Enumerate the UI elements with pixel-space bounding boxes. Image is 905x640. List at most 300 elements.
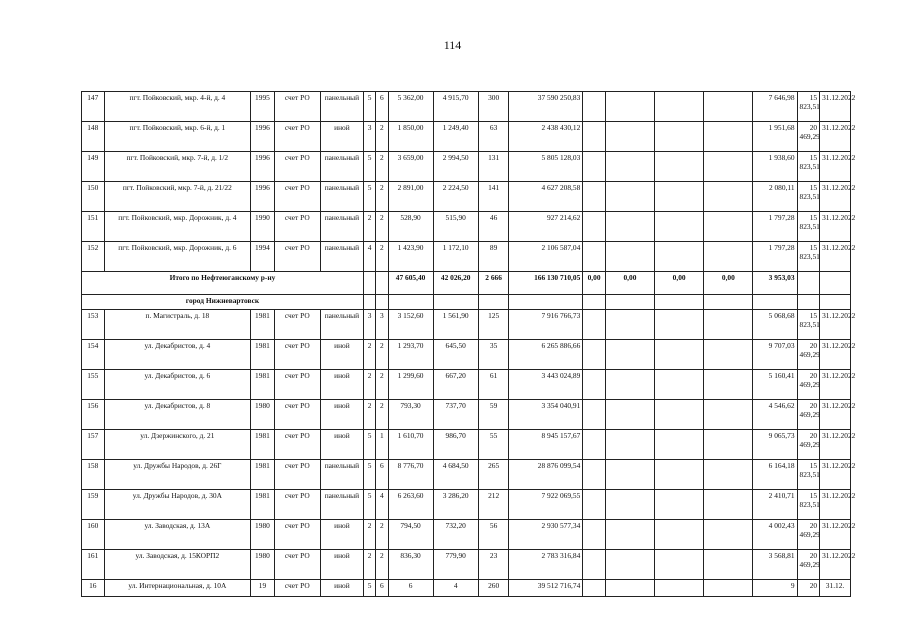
address-cell: пгт. Пойковский, мкр. 7-й, д. 21/22 bbox=[104, 182, 251, 212]
total-cost-cell: 4 627 208,58 bbox=[509, 182, 583, 212]
table-row bbox=[82, 310, 851, 340]
row-number-cell: 153 bbox=[82, 310, 105, 340]
funding-cell: 0,00 bbox=[583, 272, 606, 295]
wall-material-cell: панельный bbox=[320, 92, 363, 122]
funding-cell bbox=[655, 122, 704, 152]
entrances-cell: 2 bbox=[376, 370, 388, 400]
build-year-cell: 1981 bbox=[251, 430, 275, 460]
row-number-cell: 158 bbox=[82, 460, 105, 490]
total-area-cell: 836,30 bbox=[388, 550, 433, 580]
table-row bbox=[82, 92, 851, 122]
funding-cell bbox=[605, 490, 654, 520]
build-year-cell: 1996 bbox=[251, 122, 275, 152]
row-number-cell: 156 bbox=[82, 400, 105, 430]
deadline-cell: 31.12.2022 bbox=[820, 370, 851, 400]
total-cost-cell: 166 130 710,05 bbox=[509, 272, 583, 295]
funding-cell bbox=[655, 550, 704, 580]
address-cell: пгт. Пойковский, мкр. 6-й, д. 1 bbox=[104, 122, 251, 152]
deadline-cell: 31.12.2022 bbox=[820, 520, 851, 550]
total-cost-cell: 2 783 316,84 bbox=[509, 550, 583, 580]
total-cost-cell: 5 805 128,03 bbox=[509, 152, 583, 182]
wall-material-cell: панельный bbox=[320, 152, 363, 182]
floors-cell: 5 bbox=[363, 92, 375, 122]
row-number-cell: 147 bbox=[82, 92, 105, 122]
entrances-cell: 2 bbox=[376, 242, 388, 272]
funding-cell bbox=[605, 92, 654, 122]
funding-cell bbox=[605, 550, 654, 580]
fund-method-cell: счет РО bbox=[274, 520, 320, 550]
funding-cell bbox=[583, 490, 606, 520]
wall-material-cell: панельный bbox=[320, 460, 363, 490]
funding-cell bbox=[583, 340, 606, 370]
funding-cell bbox=[704, 92, 753, 122]
floors-cell: 3 bbox=[363, 310, 375, 340]
residential-area-cell: 645,50 bbox=[433, 340, 478, 370]
funding-cell bbox=[704, 520, 753, 550]
funding-cell bbox=[605, 460, 654, 490]
table-row bbox=[82, 152, 851, 182]
address-cell: ул. Дружбы Народов, д. 26Г bbox=[104, 460, 251, 490]
address-cell: п. Магистраль, д. 18 bbox=[104, 310, 251, 340]
address-cell: ул. Декабристов, д. 6 bbox=[104, 370, 251, 400]
fund-method-cell: счет РО bbox=[274, 92, 320, 122]
table-row bbox=[82, 430, 851, 460]
cost-per-m2-cell: 1 797,28 bbox=[753, 242, 797, 272]
fund-method-cell: счет РО bbox=[274, 310, 320, 340]
funding-cell bbox=[583, 242, 606, 272]
row-number-cell: 151 bbox=[82, 212, 105, 242]
entrances-cell: 4 bbox=[376, 490, 388, 520]
funding-cell bbox=[605, 182, 654, 212]
max-cost-cell: 15 823,51 bbox=[797, 182, 820, 212]
empty-cell bbox=[753, 295, 797, 310]
cost-per-m2-cell: 3 568,81 bbox=[753, 550, 797, 580]
wall-material-cell: панельный bbox=[320, 490, 363, 520]
deadline-cell: 31.12. bbox=[820, 580, 851, 597]
total-area-cell: 6 263,60 bbox=[388, 490, 433, 520]
max-cost-cell: 20 469,29 bbox=[797, 430, 820, 460]
residents-cell: 89 bbox=[478, 242, 509, 272]
total-area-cell: 1 293,70 bbox=[388, 340, 433, 370]
funding-cell bbox=[605, 212, 654, 242]
total-cost-cell: 7 922 069,55 bbox=[509, 490, 583, 520]
page-number: 114 bbox=[443, 38, 462, 52]
cost-per-m2-cell: 7 646,98 bbox=[753, 92, 797, 122]
max-cost-cell: 15 823,51 bbox=[797, 212, 820, 242]
row-number-cell: 16 bbox=[82, 580, 105, 597]
deadline-cell: 31.12.2022 bbox=[820, 212, 851, 242]
floors-cell: 2 bbox=[363, 212, 375, 242]
residents-cell: 46 bbox=[478, 212, 509, 242]
total-cost-cell: 28 876 099,54 bbox=[509, 460, 583, 490]
funding-cell bbox=[704, 122, 753, 152]
cost-per-m2-cell: 6 164,18 bbox=[753, 460, 797, 490]
total-cost-cell: 2 438 430,12 bbox=[509, 122, 583, 152]
funding-cell bbox=[704, 152, 753, 182]
cost-per-m2-cell: 1 951,68 bbox=[753, 122, 797, 152]
cost-per-m2-cell: 1 938,60 bbox=[753, 152, 797, 182]
floors-cell: 5 bbox=[363, 490, 375, 520]
build-year-cell: 1980 bbox=[251, 550, 275, 580]
empty-cell bbox=[509, 295, 583, 310]
table-row bbox=[82, 242, 851, 272]
entrances-cell: 2 bbox=[376, 550, 388, 580]
total-area-cell: 793,30 bbox=[388, 400, 433, 430]
table-row bbox=[82, 122, 851, 152]
address-cell: пгт. Пойковский, мкр. Дорожник, д. 6 bbox=[104, 242, 251, 272]
residents-cell: 212 bbox=[478, 490, 509, 520]
empty-cell bbox=[376, 295, 388, 310]
entrances-cell: 2 bbox=[376, 152, 388, 182]
table-row bbox=[82, 520, 851, 550]
row-number-cell: 149 bbox=[82, 152, 105, 182]
total-cost-cell: 2 106 587,04 bbox=[509, 242, 583, 272]
residents-cell: 23 bbox=[478, 550, 509, 580]
funding-cell bbox=[605, 400, 654, 430]
funding-cell bbox=[655, 370, 704, 400]
funding-cell bbox=[583, 370, 606, 400]
address-cell: пгт. Пойковский, мкр. 4-й, д. 4 bbox=[104, 92, 251, 122]
table-row bbox=[82, 340, 851, 370]
build-year-cell: 1981 bbox=[251, 370, 275, 400]
entrances-cell: 2 bbox=[376, 400, 388, 430]
funding-cell bbox=[655, 340, 704, 370]
fund-method-cell: счет РО bbox=[274, 242, 320, 272]
residents-cell: 131 bbox=[478, 152, 509, 182]
entrances-cell: 2 bbox=[376, 340, 388, 370]
residents-cell: 125 bbox=[478, 310, 509, 340]
residential-area-cell: 667,20 bbox=[433, 370, 478, 400]
row-number-cell: 160 bbox=[82, 520, 105, 550]
residential-area-cell: 3 286,20 bbox=[433, 490, 478, 520]
funding-cell bbox=[655, 310, 704, 340]
empty-cell bbox=[605, 295, 654, 310]
total-cost-cell: 927 214,62 bbox=[509, 212, 583, 242]
empty-cell bbox=[363, 272, 375, 295]
cost-per-m2-cell: 9 707,03 bbox=[753, 340, 797, 370]
address-cell: ул. Заводская, д. 15КОРП2 bbox=[104, 550, 251, 580]
max-cost-cell: 20 469,29 bbox=[797, 520, 820, 550]
funding-cell bbox=[655, 430, 704, 460]
cost-per-m2-cell: 9 bbox=[753, 580, 797, 597]
funding-cell bbox=[605, 340, 654, 370]
residential-area-cell: 42 026,20 bbox=[433, 272, 478, 295]
residents-cell: 59 bbox=[478, 400, 509, 430]
total-cost-cell: 6 265 886,66 bbox=[509, 340, 583, 370]
total-area-cell: 1 610,70 bbox=[388, 430, 433, 460]
funding-cell bbox=[583, 400, 606, 430]
funding-cell bbox=[655, 92, 704, 122]
deadline-cell: 31.12.2022 bbox=[820, 490, 851, 520]
build-year-cell: 19 bbox=[251, 580, 275, 597]
funding-cell bbox=[704, 310, 753, 340]
row-number-cell: 152 bbox=[82, 242, 105, 272]
empty-cell bbox=[363, 295, 375, 310]
fund-method-cell: счет РО bbox=[274, 182, 320, 212]
total-area-cell: 5 362,00 bbox=[388, 92, 433, 122]
residents-cell: 63 bbox=[478, 122, 509, 152]
total-area-cell: 2 891,00 bbox=[388, 182, 433, 212]
table-body bbox=[82, 92, 856, 597]
total-area-cell: 794,50 bbox=[388, 520, 433, 550]
floors-cell: 2 bbox=[363, 340, 375, 370]
funding-cell bbox=[655, 580, 704, 597]
empty-cell bbox=[433, 295, 478, 310]
funding-cell bbox=[605, 152, 654, 182]
wall-material-cell: иной bbox=[320, 400, 363, 430]
housing-register-table bbox=[81, 91, 856, 597]
total-cost-cell: 37 590 250,83 bbox=[509, 92, 583, 122]
funding-cell bbox=[655, 490, 704, 520]
funding-cell bbox=[704, 490, 753, 520]
residential-area-cell: 2 224,50 bbox=[433, 182, 478, 212]
residential-area-cell: 4 684,50 bbox=[433, 460, 478, 490]
total-cost-cell: 2 930 577,34 bbox=[509, 520, 583, 550]
address-cell: ул. Декабристов, д. 4 bbox=[104, 340, 251, 370]
funding-cell: 0,00 bbox=[655, 272, 704, 295]
deadline-cell: 31.12.2022 bbox=[820, 430, 851, 460]
residential-area-cell: 986,70 bbox=[433, 430, 478, 460]
max-cost-cell: 15 823,51 bbox=[797, 152, 820, 182]
deadline-cell: 31.12.2022 bbox=[820, 460, 851, 490]
section-header-row bbox=[82, 295, 851, 310]
build-year-cell: 1990 bbox=[251, 212, 275, 242]
row-number-cell: 154 bbox=[82, 340, 105, 370]
section-label: город Нижневартовск bbox=[82, 295, 364, 310]
residential-area-cell: 515,90 bbox=[433, 212, 478, 242]
deadline-cell: 31.12.2022 bbox=[820, 122, 851, 152]
floors-cell: 5 bbox=[363, 182, 375, 212]
total-area-cell: 6 bbox=[388, 580, 433, 597]
fund-method-cell: счет РО bbox=[274, 580, 320, 597]
empty-cell bbox=[478, 295, 509, 310]
funding-cell bbox=[655, 520, 704, 550]
funding-cell bbox=[583, 580, 606, 597]
wall-material-cell: панельный bbox=[320, 212, 363, 242]
address-cell: ул. Дружбы Народов, д. 30А bbox=[104, 490, 251, 520]
table-row bbox=[82, 580, 851, 597]
funding-cell bbox=[583, 310, 606, 340]
entrances-cell: 2 bbox=[376, 122, 388, 152]
funding-cell bbox=[704, 242, 753, 272]
table-row bbox=[82, 182, 851, 212]
funding-cell bbox=[605, 122, 654, 152]
fund-method-cell: счет РО bbox=[274, 400, 320, 430]
table-row bbox=[82, 460, 851, 490]
max-cost-cell: 20 bbox=[797, 580, 820, 597]
funding-cell bbox=[704, 580, 753, 597]
build-year-cell: 1981 bbox=[251, 490, 275, 520]
empty-cell bbox=[820, 295, 851, 310]
max-cost-cell: 20 469,29 bbox=[797, 550, 820, 580]
residents-cell: 61 bbox=[478, 370, 509, 400]
build-year-cell: 1995 bbox=[251, 92, 275, 122]
row-number-cell: 155 bbox=[82, 370, 105, 400]
wall-material-cell: иной bbox=[320, 550, 363, 580]
build-year-cell: 1980 bbox=[251, 520, 275, 550]
empty-cell bbox=[388, 295, 433, 310]
fund-method-cell: счет РО bbox=[274, 370, 320, 400]
build-year-cell: 1996 bbox=[251, 152, 275, 182]
cost-per-m2-cell: 5 160,41 bbox=[753, 370, 797, 400]
residents-cell: 300 bbox=[478, 92, 509, 122]
residents-cell: 2 666 bbox=[478, 272, 509, 295]
funding-cell bbox=[605, 370, 654, 400]
max-cost-cell: 20 469,29 bbox=[797, 340, 820, 370]
total-cost-cell: 3 354 040,91 bbox=[509, 400, 583, 430]
entrances-cell: 2 bbox=[376, 182, 388, 212]
funding-cell bbox=[704, 460, 753, 490]
floors-cell: 2 bbox=[363, 400, 375, 430]
floors-cell: 2 bbox=[363, 370, 375, 400]
build-year-cell: 1981 bbox=[251, 340, 275, 370]
funding-cell bbox=[704, 212, 753, 242]
deadline-cell: 31.12.2022 bbox=[820, 182, 851, 212]
deadline-cell: 31.12.2022 bbox=[820, 92, 851, 122]
total-label: Итого по Нефтеюганскому р-ну bbox=[82, 272, 364, 295]
floors-cell: 5 bbox=[363, 152, 375, 182]
max-cost-cell: 15 823,51 bbox=[797, 92, 820, 122]
fund-method-cell: счет РО bbox=[274, 460, 320, 490]
funding-cell bbox=[655, 212, 704, 242]
empty-cell bbox=[704, 295, 753, 310]
residential-area-cell: 779,90 bbox=[433, 550, 478, 580]
row-number-cell: 161 bbox=[82, 550, 105, 580]
table-row bbox=[82, 490, 851, 520]
funding-cell bbox=[704, 430, 753, 460]
cost-per-m2-cell: 1 797,28 bbox=[753, 212, 797, 242]
funding-cell bbox=[704, 550, 753, 580]
funding-cell bbox=[704, 340, 753, 370]
empty-cell bbox=[376, 272, 388, 295]
funding-cell bbox=[655, 152, 704, 182]
build-year-cell: 1981 bbox=[251, 310, 275, 340]
cost-per-m2-cell: 4 002,43 bbox=[753, 520, 797, 550]
total-row bbox=[82, 272, 851, 295]
cost-per-m2-cell: 9 065,73 bbox=[753, 430, 797, 460]
total-area-cell: 528,90 bbox=[388, 212, 433, 242]
table-row bbox=[82, 212, 851, 242]
wall-material-cell: иной bbox=[320, 580, 363, 597]
row-number-cell: 159 bbox=[82, 490, 105, 520]
address-cell: ул. Заводская, д. 13А bbox=[104, 520, 251, 550]
empty-cell bbox=[820, 272, 851, 295]
deadline-cell: 31.12.2022 bbox=[820, 340, 851, 370]
funding-cell bbox=[605, 430, 654, 460]
residential-area-cell: 1 249,40 bbox=[433, 122, 478, 152]
funding-cell: 0,00 bbox=[704, 272, 753, 295]
address-cell: пгт. Пойковский, мкр. Дорожник, д. 4 bbox=[104, 212, 251, 242]
entrances-cell: 1 bbox=[376, 430, 388, 460]
residents-cell: 260 bbox=[478, 580, 509, 597]
residential-area-cell: 732,20 bbox=[433, 520, 478, 550]
fund-method-cell: счет РО bbox=[274, 430, 320, 460]
total-area-cell: 47 605,40 bbox=[388, 272, 433, 295]
total-area-cell: 3 659,00 bbox=[388, 152, 433, 182]
cost-per-m2-cell: 4 546,62 bbox=[753, 400, 797, 430]
funding-cell bbox=[583, 182, 606, 212]
residents-cell: 55 bbox=[478, 430, 509, 460]
residents-cell: 35 bbox=[478, 340, 509, 370]
empty-cell bbox=[797, 272, 820, 295]
entrances-cell: 6 bbox=[376, 92, 388, 122]
floors-cell: 5 bbox=[363, 580, 375, 597]
build-year-cell: 1981 bbox=[251, 460, 275, 490]
residential-area-cell: 2 994,50 bbox=[433, 152, 478, 182]
fund-method-cell: счет РО bbox=[274, 340, 320, 370]
address-cell: пгт. Пойковский, мкр. 7-й, д. 1/2 bbox=[104, 152, 251, 182]
cost-per-m2-cell: 2 080,11 bbox=[753, 182, 797, 212]
floors-cell: 2 bbox=[363, 520, 375, 550]
residential-area-cell: 4 915,70 bbox=[433, 92, 478, 122]
cost-per-m2-cell: 3 953,03 bbox=[753, 272, 797, 295]
table-row bbox=[82, 550, 851, 580]
empty-cell bbox=[583, 295, 606, 310]
build-year-cell: 1996 bbox=[251, 182, 275, 212]
total-cost-cell: 7 916 766,73 bbox=[509, 310, 583, 340]
cost-per-m2-cell: 2 410,71 bbox=[753, 490, 797, 520]
address-cell: ул. Интернациональная, д. 10А bbox=[104, 580, 251, 597]
wall-material-cell: панельный bbox=[320, 242, 363, 272]
address-cell: ул. Дзержинского, д. 21 bbox=[104, 430, 251, 460]
row-number-cell: 157 bbox=[82, 430, 105, 460]
fund-method-cell: счет РО bbox=[274, 550, 320, 580]
residential-area-cell: 4 bbox=[433, 580, 478, 597]
funding-cell bbox=[583, 92, 606, 122]
wall-material-cell: иной bbox=[320, 340, 363, 370]
funding-cell bbox=[655, 182, 704, 212]
deadline-cell: 31.12.2022 bbox=[820, 242, 851, 272]
entrances-cell: 2 bbox=[376, 520, 388, 550]
floors-cell: 5 bbox=[363, 460, 375, 490]
deadline-cell: 31.12.2022 bbox=[820, 400, 851, 430]
wall-material-cell: панельный bbox=[320, 182, 363, 212]
funding-cell bbox=[583, 460, 606, 490]
residents-cell: 56 bbox=[478, 520, 509, 550]
build-year-cell: 1994 bbox=[251, 242, 275, 272]
fund-method-cell: счет РО bbox=[274, 212, 320, 242]
max-cost-cell: 15 823,51 bbox=[797, 310, 820, 340]
entrances-cell: 2 bbox=[376, 212, 388, 242]
total-cost-cell: 3 443 024,89 bbox=[509, 370, 583, 400]
funding-cell bbox=[605, 310, 654, 340]
max-cost-cell: 15 823,51 bbox=[797, 490, 820, 520]
deadline-cell: 31.12.2022 bbox=[820, 550, 851, 580]
funding-cell bbox=[605, 580, 654, 597]
total-cost-cell: 39 512 716,74 bbox=[509, 580, 583, 597]
funding-cell bbox=[704, 400, 753, 430]
total-area-cell: 1 423,90 bbox=[388, 242, 433, 272]
max-cost-cell: 20 469,29 bbox=[797, 370, 820, 400]
max-cost-cell: 15 823,51 bbox=[797, 242, 820, 272]
total-cost-cell: 8 945 157,67 bbox=[509, 430, 583, 460]
residents-cell: 141 bbox=[478, 182, 509, 212]
empty-cell bbox=[655, 295, 704, 310]
wall-material-cell: иной bbox=[320, 430, 363, 460]
table-row bbox=[82, 400, 851, 430]
entrances-cell: 6 bbox=[376, 580, 388, 597]
total-area-cell: 1 299,60 bbox=[388, 370, 433, 400]
funding-cell bbox=[655, 460, 704, 490]
funding-cell bbox=[583, 520, 606, 550]
row-number-cell: 148 bbox=[82, 122, 105, 152]
residential-area-cell: 737,70 bbox=[433, 400, 478, 430]
floors-cell: 2 bbox=[363, 550, 375, 580]
funding-cell bbox=[583, 550, 606, 580]
address-cell: ул. Декабристов, д. 8 bbox=[104, 400, 251, 430]
wall-material-cell: иной bbox=[320, 520, 363, 550]
floors-cell: 5 bbox=[363, 430, 375, 460]
